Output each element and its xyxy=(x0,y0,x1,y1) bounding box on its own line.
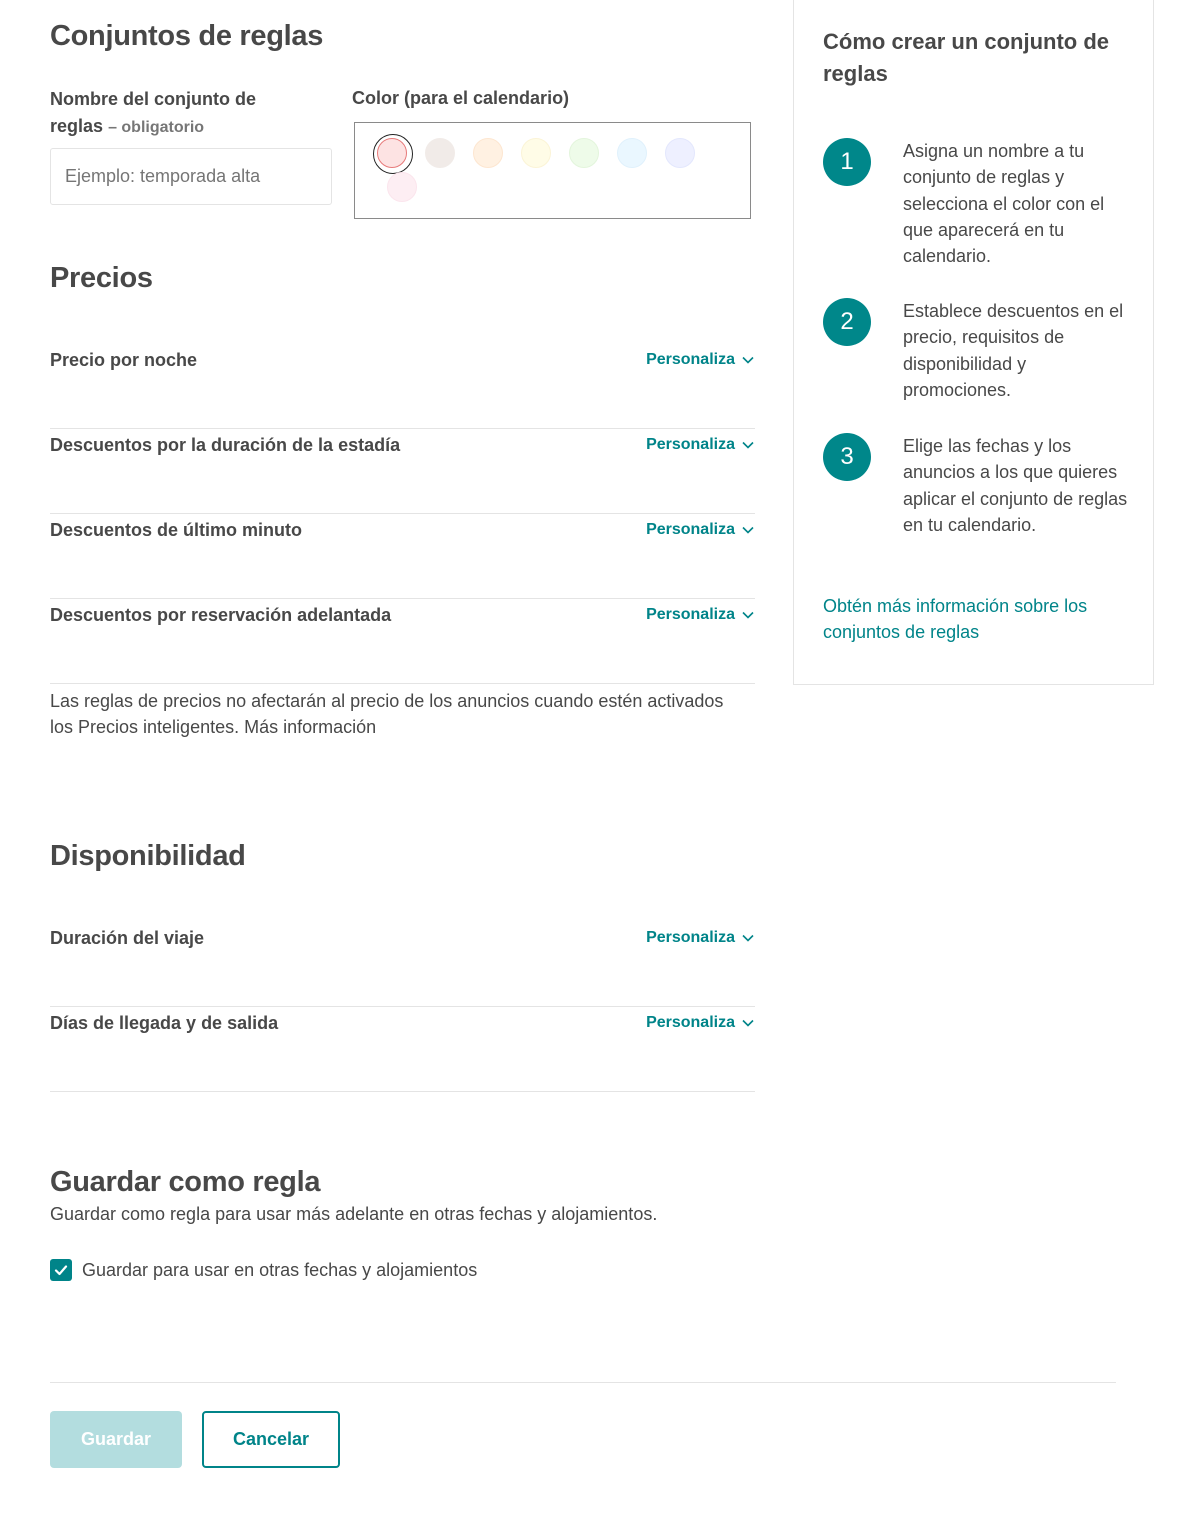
cancel-button[interactable]: Cancelar xyxy=(202,1411,340,1468)
row-label: Precio por noche xyxy=(50,350,198,370)
customize-label: Personaliza xyxy=(646,929,735,946)
color-swatch-yellow[interactable] xyxy=(521,138,551,168)
help-sidebar xyxy=(793,0,1154,685)
footer-divider xyxy=(50,1382,1116,1383)
save-button[interactable]: Guardar xyxy=(50,1411,182,1468)
pricing-row-length-discounts xyxy=(50,429,755,514)
color-swatch-green[interactable] xyxy=(569,138,599,168)
step-text: Asigna un nombre a tu conjunto de reglas y selecciona el color con el que aparecerá en tu calendario. xyxy=(903,141,1105,267)
row-label: Descuentos por la duración de la estadía xyxy=(50,435,401,455)
required-indicator: – obligatorio xyxy=(108,119,205,136)
customize-button[interactable] xyxy=(646,344,755,376)
step-text: Establece descuentos en el precio, requisitos de disponibilidad y promociones. xyxy=(903,301,1124,400)
color-swatch-pink[interactable] xyxy=(387,172,417,202)
customize-button[interactable] xyxy=(646,1007,755,1039)
chevron-down-icon xyxy=(741,608,755,622)
name-field-label-text: Nombre del conjunto de reglas xyxy=(50,89,257,136)
step-number-badge: 3 xyxy=(823,433,871,481)
row-label: Duración del viaje xyxy=(50,928,205,948)
step-number-badge: 2 xyxy=(823,298,871,346)
color-field-label: Color (para el calendario) xyxy=(352,88,570,108)
save-rule-checkbox-label: Guardar para usar en otras fechas y alojamientos xyxy=(82,1259,478,1280)
customize-label: Personaliza xyxy=(646,1014,735,1031)
row-label: Días de llegada y de salida xyxy=(50,1013,279,1033)
color-swatch-orange[interactable] xyxy=(473,138,503,168)
name-field-label xyxy=(50,86,310,141)
pricing-title: Precios xyxy=(50,262,153,294)
row-label: Descuentos por reservación adelantada xyxy=(50,605,392,625)
availability-row-check-in-out-days xyxy=(50,1007,755,1092)
customize-button[interactable] xyxy=(646,514,755,546)
availability-title: Disponibilidad xyxy=(50,840,246,872)
customize-button[interactable] xyxy=(646,599,755,631)
color-swatch-tan[interactable] xyxy=(425,138,455,168)
customize-button[interactable] xyxy=(646,429,755,461)
customize-button[interactable] xyxy=(646,922,755,954)
color-picker xyxy=(354,122,751,219)
smart-pricing-note: Las reglas de precios no afectarán al precio de los anuncios cuando estén activados los Precios inteligentes. Más información xyxy=(50,691,724,737)
pricing-row-early-booking-discounts xyxy=(50,599,755,684)
save-rule-option[interactable] xyxy=(50,1259,477,1281)
chevron-down-icon xyxy=(741,1016,755,1030)
color-swatch-blue[interactable] xyxy=(617,138,647,168)
color-swatch-indigo[interactable] xyxy=(665,138,695,168)
page-title: Conjuntos de reglas xyxy=(50,20,324,52)
color-swatch-red[interactable] xyxy=(377,138,407,168)
pricing-row-nightly-price xyxy=(50,344,755,429)
save-rule-title: Guardar como regla xyxy=(50,1166,321,1198)
save-rule-checkbox[interactable] xyxy=(50,1259,72,1281)
save-rule-subtitle: Guardar como regla para usar más adelante en otras fechas y alojamientos. xyxy=(50,1204,658,1224)
chevron-down-icon xyxy=(741,523,755,537)
availability-row-trip-length xyxy=(50,922,755,1007)
step-number-badge: 1 xyxy=(823,138,871,186)
sidebar-title: Cómo crear un conjunto de reglas xyxy=(823,29,1110,86)
step-text: Elige las fechas y los anuncios a los que quieres aplicar el conjunto de reglas en tu calendario. xyxy=(903,436,1128,535)
row-label: Descuentos de último minuto xyxy=(50,520,303,540)
rule-set-name-input[interactable] xyxy=(50,148,332,205)
pricing-row-last-minute-discounts xyxy=(50,514,755,599)
checkmark-icon xyxy=(53,1262,69,1278)
customize-label: Personaliza xyxy=(646,606,735,623)
learn-more-link[interactable]: Obtén más información sobre los conjuntos de reglas xyxy=(823,596,1088,642)
customize-label: Personaliza xyxy=(646,521,735,538)
chevron-down-icon xyxy=(741,931,755,945)
customize-label: Personaliza xyxy=(646,351,735,368)
customize-label: Personaliza xyxy=(646,436,735,453)
chevron-down-icon xyxy=(741,353,755,367)
chevron-down-icon xyxy=(741,438,755,452)
